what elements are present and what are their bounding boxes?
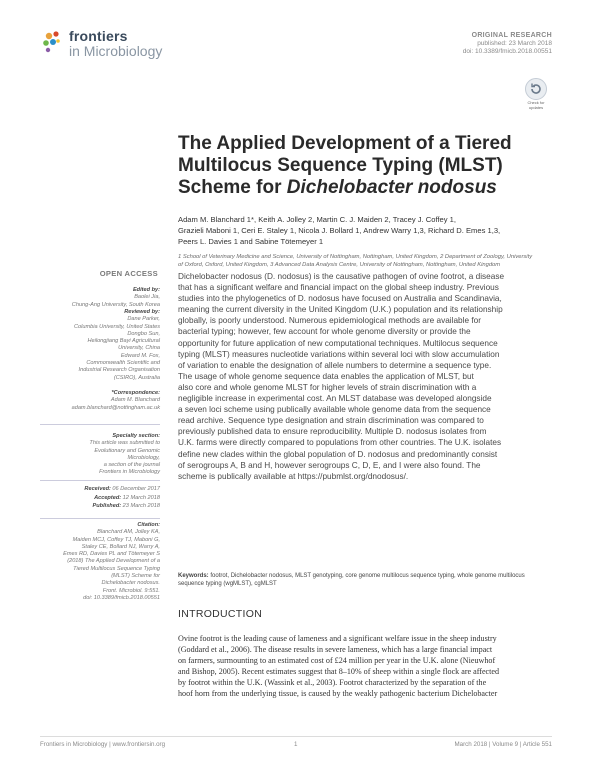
intro-line: by footrot within the U.K. (Wassink et al., 2003). Footrot characterized by the separation of the	[178, 678, 487, 687]
abstract-line: scheme is publically available at https://pubmlst.org/dnodosus/.	[178, 471, 409, 481]
sidebar-divider	[40, 518, 160, 519]
specialty-line: This article was submitted to	[89, 440, 160, 447]
introduction-body	[178, 633, 549, 699]
reviewer-line: Dongbo Sun,	[127, 330, 160, 337]
correspondence-line: adam.blanchard@nottingham.ac.uk	[71, 404, 160, 411]
correspondence-section	[35, 390, 160, 412]
specialty-line: Frontiers in Microbiology	[99, 469, 160, 476]
title-line-3	[178, 177, 548, 199]
specialty-label: Specialty section:	[112, 433, 160, 439]
abstract-line: bacterial typing; however, few account for whole genome diversity or provide the	[178, 327, 471, 337]
page-number: 1	[294, 741, 298, 748]
reviewer-list	[35, 316, 160, 382]
check-updates-label: Check for updates	[527, 100, 545, 110]
editor-line: Baolei Jia,	[134, 294, 160, 301]
published-label: Published:	[92, 503, 122, 509]
logo-text-journal: in Microbiology	[69, 43, 163, 59]
abstract-line: of serogroups A, B and H, however serogroups C, D, E, and I were also found. The	[178, 460, 481, 470]
abstract-line: opportunity for future application of new computational techniques. Multilocus sequence	[178, 338, 498, 348]
published-date-sidebar	[35, 502, 160, 511]
citation-line: Tiered Multilocus Sequence Typing	[73, 565, 160, 572]
reviewed-by-label: Reviewed by:	[124, 309, 160, 315]
reviewed-by-section	[35, 309, 160, 382]
abstract-line: negligible increase in experimental cost. An MLST database was developed alongside	[178, 394, 492, 404]
sidebar-divider	[40, 424, 160, 425]
article-type: ORIGINAL RESEARCH	[471, 32, 552, 39]
footer-journal[interactable]: Frontiers in Microbiology | www.frontiersin.org	[40, 741, 166, 748]
abstract-line: previously published data to ensure reproducibility. Multiple D. nodosus isolates from	[178, 427, 487, 437]
specialty-details	[35, 440, 160, 476]
affiliations: 1 School of Veterinary Medicine and Science, University of Nottingham, Nottingham, United Kingdom, 2 Department of Zoology, University of Oxford, Oxford, United Kingdom, 3 Advanced Data Analysis Centre, University of Nottingham, Nottingham, United Kingdom	[178, 254, 533, 268]
logo-text-frontiers: frontiers	[69, 28, 128, 44]
title-line-3-text: Scheme for	[178, 177, 287, 198]
citation-line: Maiden MCJ, Coffey TJ, Maboni G,	[72, 536, 160, 543]
refresh-icon	[525, 78, 547, 100]
citation-section	[35, 522, 160, 602]
keywords	[178, 572, 549, 588]
footer-volume: March 2018 | Volume 9 | Article 551	[454, 741, 552, 748]
intro-line: Ovine footrot is the leading cause of lameness and a significant welfare issue in the sheep industry	[178, 634, 497, 643]
journal-logo[interactable]	[42, 28, 172, 68]
frontiers-logo-icon	[42, 30, 66, 54]
dates-section	[35, 485, 160, 511]
published-value: 23 March 2018	[122, 503, 160, 509]
reviewer-line: Edward M. Fox,	[120, 352, 160, 359]
abstract-line: globally, is poorly understood. Numerous epidemiological methods are available for	[178, 316, 481, 326]
abstract-line: of variation to enable the designation of allele numbers to determine a sequence type.	[178, 360, 492, 370]
citation-line: Staley CE, Bollard NJ, Warry A,	[81, 543, 160, 550]
citation-line: (2018) The Applied Development of a	[67, 558, 160, 565]
citation-line: Dichelobacter nodosus.	[101, 580, 160, 587]
abstract-line: read archive. Sequence type designation and strain discrimination was compared to	[178, 416, 484, 426]
reviewer-line: Heilongjiang Bayi Agricultural	[87, 338, 160, 345]
citation-line: Emes RD, Davies PL and Tötemeyer S	[63, 551, 160, 558]
sidebar-divider	[40, 480, 160, 481]
abstract-line: also core and whole genome MLST for higher levels of strain discrimination with a	[178, 382, 477, 392]
reviewer-line: Dane Parker,	[127, 316, 160, 323]
correspondence-label: *Correspondence:	[111, 390, 160, 396]
abstract-line: a seven loci scheme using publically available whole genome data from the sequence	[178, 405, 491, 415]
check-for-updates-badge[interactable]	[523, 78, 549, 108]
article-title	[178, 133, 548, 199]
abstract-line: The usage of whole genome sequence data enables the application of MLST, but	[178, 371, 474, 381]
intro-line: and Bishop, 2005). Recent estimates suggest that 8–10% of sheep within a single flock are affected	[178, 667, 500, 676]
intro-line: hoof horn from the underlying tissue, is caused by the weakly pathogenic bacterium Dichelobacter	[178, 689, 498, 698]
reviewer-line: University, China	[118, 345, 160, 352]
reviewer-line: Industrial Research Organisation	[78, 367, 160, 374]
abstract-line: typing (MLST) measures nucleotide variations within several loci with slow accumulation	[178, 349, 500, 359]
intro-line: (Goddard et al., 2006). The disease results in severe lameness, which has a large financial impact	[178, 645, 493, 654]
editor-line: Chung-Ang University, South Korea	[71, 301, 160, 308]
published-date: published: 23 March 2018	[477, 40, 552, 47]
article-meta	[463, 32, 552, 56]
accepted-label: Accepted:	[94, 494, 122, 501]
citation-label: Citation:	[137, 522, 160, 528]
accepted-value: 12 March 2018	[122, 494, 160, 501]
abstract-line: meaning the current diversity in the United Kingdom (U.K.) population and its relationship	[178, 305, 503, 315]
correspondence-details[interactable]	[35, 397, 160, 412]
authors-line-3[interactable]: Peers L. Davies 1 and Sabine Tötemeyer 1	[178, 237, 324, 247]
citation-text	[35, 529, 160, 602]
edited-by-section	[35, 287, 160, 309]
received-value: 06 December 2017	[112, 486, 160, 492]
correspondence-line: Adam M. Blanchard	[110, 397, 160, 404]
abstract-line: that has a significant welfare and financial impact on the global sheep industry. Previous	[178, 283, 499, 293]
doi-link[interactable]: doi: 10.3389/fmicb.2018.00551	[462, 48, 552, 55]
keywords-label: Keywords:	[178, 573, 209, 579]
abstract-line: U.K. farms were directly compared to populations from other countries. The U.K. isolates	[178, 438, 502, 448]
authors-line-2[interactable]: Grazieli Maboni 1, Ceri E. Staley 1, Nicola J. Bollard 1, Andrew Warry 1,3, Richard D. Emes 1,3,	[178, 226, 501, 236]
abstract-line: define new clades within the global population of D. nodosus and predominantly consist	[178, 449, 498, 459]
citation-line: Front. Microbiol. 9:551.	[102, 587, 160, 594]
received-date	[35, 485, 160, 494]
editor-list	[35, 294, 160, 309]
author-list	[178, 214, 538, 248]
intro-line: on farmers, surmounting to an estimated cost of £24 million per year in the U.K. alone (Nieuwhof	[178, 656, 496, 665]
abstract	[178, 271, 549, 482]
citation-line: Blanchard AM, Jolley KA,	[97, 529, 160, 536]
reviewer-line: Columbia University, United States	[73, 323, 160, 330]
title-species: Dichelobacter nodosus	[286, 177, 497, 198]
received-label: Received:	[84, 486, 111, 492]
title-line-1: The Applied Development of a Tiered	[178, 133, 512, 154]
keywords-text: footrot, Dichelobacter nodosus, MLST genotyping, core genome multilocus sequence typing, whole genome multilocus sequence typing (wgMLST), cgMLST	[178, 573, 525, 587]
accepted-date	[35, 494, 160, 503]
specialty-line: Evolutionary and Genomic	[94, 447, 160, 454]
specialty-line: Microbiology,	[127, 454, 160, 461]
section-heading-introduction: INTRODUCTION	[178, 608, 263, 620]
citation-line: (MLST) Scheme for	[111, 573, 160, 580]
specialty-line: a section of the journal	[103, 462, 160, 469]
abstract-line: studies into the phylogenetics of D. nodosus have focused on Australia and Scandinavia,	[178, 294, 502, 304]
footer-divider	[40, 736, 552, 737]
open-access-label: OPEN ACCESS	[99, 269, 158, 278]
edited-by-label: Edited by:	[132, 287, 160, 293]
title-line-2: Multilocus Sequence Typing (MLST)	[178, 155, 503, 176]
reviewer-line: Commonwealth Scientific and	[86, 360, 160, 367]
citation-line: doi: 10.3389/fmicb.2018.00551	[83, 594, 160, 601]
reviewer-line: (CSIRO), Australia	[113, 374, 160, 381]
specialty-section	[35, 433, 160, 477]
abstract-line: Dichelobacter nodosus (D. nodosus) is the causative pathogen of ovine footrot, a disease	[178, 272, 505, 281]
authors-line-1[interactable]: Adam M. Blanchard 1*, Keith A. Jolley 2, Martin C. J. Maiden 2, Tracey J. Coffey 1,	[178, 215, 456, 224]
